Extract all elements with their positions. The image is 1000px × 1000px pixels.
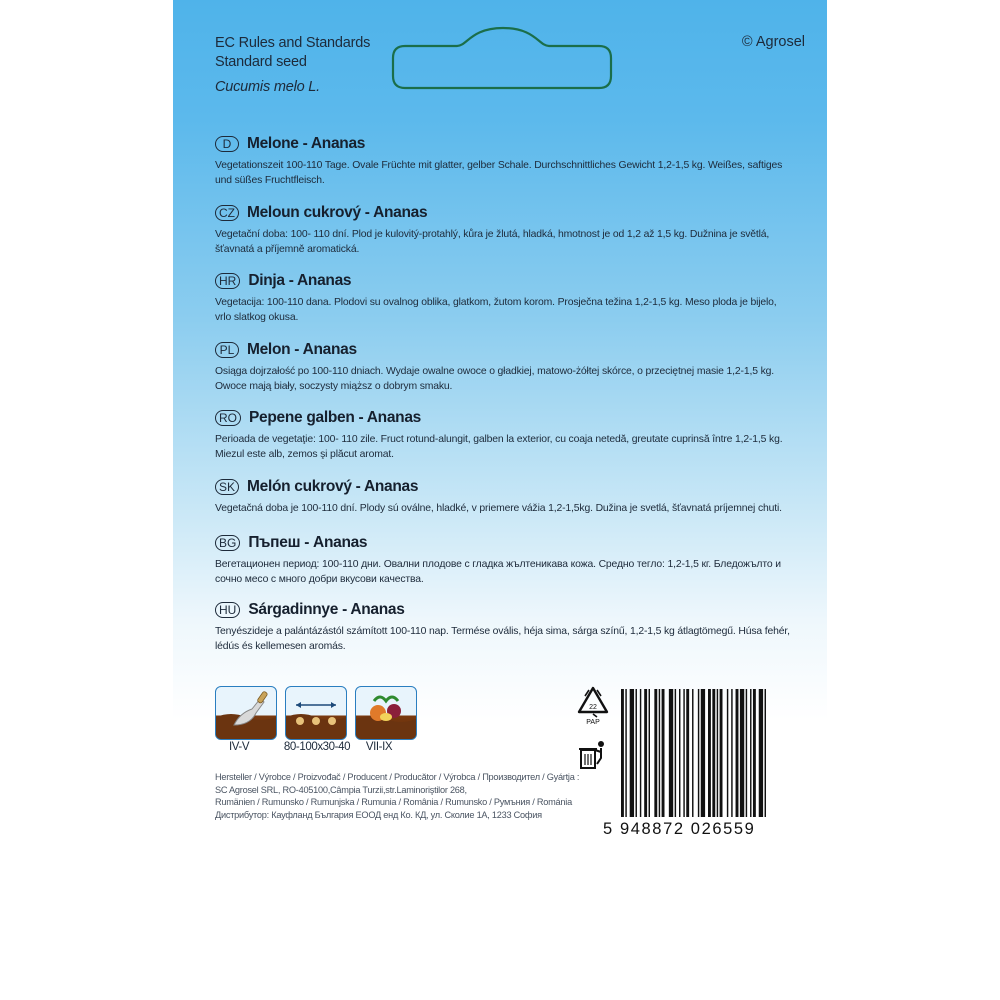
- barcode-bar: [659, 689, 660, 817]
- barcode-bar: [662, 689, 665, 817]
- lang-code-badge: D: [215, 136, 239, 152]
- barcode-bar: [727, 689, 728, 817]
- barcode-bar: [720, 689, 723, 817]
- spacing-label: 80-100x30-40: [283, 741, 351, 753]
- barcode-bar: [736, 689, 739, 817]
- ean-barcode: [619, 689, 797, 829]
- lang-description: Vegetační doba: 100- 110 dní. Plod je kulovitý-protahlý, kůra je žlutá, hladká, hmotnost je od 1,2 až 1,5 kg. Dužnina je světlá, šťavnatá a příjemně aromatická.: [215, 229, 770, 255]
- copyright: © Agrosel: [741, 34, 805, 50]
- lang-code-badge: HU: [215, 602, 240, 618]
- barcode-bar: [683, 689, 684, 817]
- lang-code-badge: HR: [215, 273, 240, 289]
- barcode-bar: [630, 689, 634, 817]
- lang-code-badge: SK: [215, 479, 239, 495]
- lang-code-badge: PL: [215, 342, 239, 358]
- lang-block-sk: [215, 477, 790, 516]
- lang-block-ro: [215, 408, 790, 462]
- barcode-bar: [654, 689, 657, 817]
- barcode-bar: [717, 689, 718, 817]
- cultivation-icons: [215, 686, 417, 740]
- recycling-material: PAP: [586, 719, 600, 726]
- lang-description: Vegetationszeit 100-110 Tage. Ovale Früchte mit glatter, gelber Schale. Durchschnittliches Gewicht 1,2-1,5 kg. Weißes, saftiges und süßes Fruchtfleisch.: [215, 160, 783, 186]
- lang-code-badge: RO: [215, 410, 241, 426]
- barcode-bar: [644, 689, 647, 817]
- lang-description: Vegetacija: 100-110 dana. Plodovi su ovalnog oblika, glatkom, žutom korom. Prosječna težina 1,2-1,5 kg. Meso ploda je bijelo, vrlo slatkog okusa.: [215, 297, 777, 323]
- harvest-icon: [355, 686, 417, 740]
- barcode-bar: [759, 689, 763, 817]
- lang-description: Osiąga dojrzałość po 100-110 dniach. Wydaje owalne owoce o gładkiej, matowo-żółtej skórce, o przeciętnej masie 1,2-1,5 kg. Owoce mają biały, soczysty miąższ o dobrym smaku.: [215, 366, 774, 392]
- lang-description: Tenyészideje a palántázástól számított 100-110 nap. Termése ovális, héja sima, sárga színű, 1,2-1,5 kg átlagtömegű. Húsa fehér, lédús és kellemesen aromás.: [215, 626, 790, 652]
- lang-title: Melon - Ananas: [247, 341, 357, 358]
- spacing-icon: [285, 686, 347, 740]
- lang-block-de: [215, 134, 790, 188]
- hanger-hole-outline: [385, 24, 617, 90]
- barcode-bar: [712, 689, 715, 817]
- barcode-bar: [686, 689, 689, 817]
- seed-packet-back: [173, 0, 827, 1000]
- barcode-bar: [746, 689, 747, 817]
- lang-title: Pepene galben - Ananas: [249, 409, 421, 426]
- barcode-bar: [621, 689, 624, 817]
- lang-title: Sárgadinnye - Ananas: [248, 601, 405, 618]
- lang-block-bg: [215, 533, 790, 587]
- barcode-bar: [708, 689, 711, 817]
- lang-block-hr: [215, 271, 790, 325]
- barcode-bar: [731, 689, 732, 817]
- species-name: Cucumis melo L.: [215, 79, 320, 95]
- seed-class-line: Standard seed: [215, 54, 307, 70]
- barcode-bar: [701, 689, 705, 817]
- sowing-period-label: IV-V: [229, 741, 250, 753]
- lang-code-badge: CZ: [215, 205, 239, 221]
- producer-line: Rumänien / Rumunsko / Rumunjska / Rumunia / România / Rumunsko / Румъния / Románia: [215, 797, 572, 807]
- lang-block-pl: [215, 340, 790, 394]
- lang-title: Melón cukrový - Ananas: [247, 478, 419, 495]
- barcode-bar: [679, 689, 680, 817]
- recycling-icon: [575, 686, 611, 730]
- producer-info: [215, 771, 635, 821]
- lang-title: Meloun cukrový - Ananas: [247, 204, 428, 221]
- sowing-icon: [215, 686, 277, 740]
- barcode-bar: [740, 689, 744, 817]
- lang-block-cz: [215, 203, 790, 257]
- barcode-bar: [649, 689, 650, 817]
- dispose-in-bin-icon: [577, 740, 607, 772]
- harvest-period-label: VII-IX: [365, 741, 393, 753]
- barcode-bar: [698, 689, 699, 817]
- lang-title: Melone - Ananas: [247, 135, 366, 152]
- barcode-bar: [692, 689, 693, 817]
- lang-block-hu: [215, 600, 790, 654]
- lang-title: Пъпеш - Ananas: [248, 534, 368, 551]
- barcode-bar: [750, 689, 751, 817]
- barcode-bar: [675, 689, 676, 817]
- lang-description: Vegetačná doba je 100-110 dní. Plody sú oválne, hladké, v priemere vážia 1,2-1,5kg. Dužina je svetlá, šťavnatá príjemnej chuti.: [215, 503, 782, 514]
- barcode-bar: [636, 689, 637, 817]
- producer-line: SC Agrosel SRL, RO-405100,Câmpia Turzii,str.Laminoriştilor 268,: [215, 784, 467, 795]
- lang-code-badge: BG: [215, 535, 240, 551]
- lang-description: Вегетационен период: 100-110 дни. Овални плодове с гладка жълтеникава кожа. Средно тегло: 1,2-1,5 кг. Бледожълто и сочно месо с много добри вкусови качества.: [215, 559, 781, 585]
- barcode-bar: [765, 689, 766, 817]
- barcode-number: 5 948872 026559: [603, 820, 756, 838]
- barcode-bar: [625, 689, 626, 817]
- barcode-bar: [669, 689, 673, 817]
- lang-description: Perioada de vegetaţie: 100- 110 zile. Fruct rotund-alungit, galben la exterior, cu coaja netedă, greutate cuprinsă între 1,2-1,5 kg. Miezul este alb, zemos şi plăcut aromat.: [215, 434, 783, 460]
- recycling-code: 22: [589, 704, 597, 711]
- distributor-line: Дистрибутор: Кауфланд България ЕООД енд Ко. КД, ул. Сколие 1А, 1233 София: [215, 809, 542, 820]
- lang-title: Dinja - Ananas: [248, 272, 352, 289]
- producer-line: Hersteller / Výrobce / Proizvođač / Producent / Producător / Výrobca / Производител / Gyártja :: [215, 772, 580, 782]
- barcode-bar: [753, 689, 756, 817]
- barcode-bar: [640, 689, 641, 817]
- standards-line: EC Rules and Standards: [215, 35, 371, 51]
